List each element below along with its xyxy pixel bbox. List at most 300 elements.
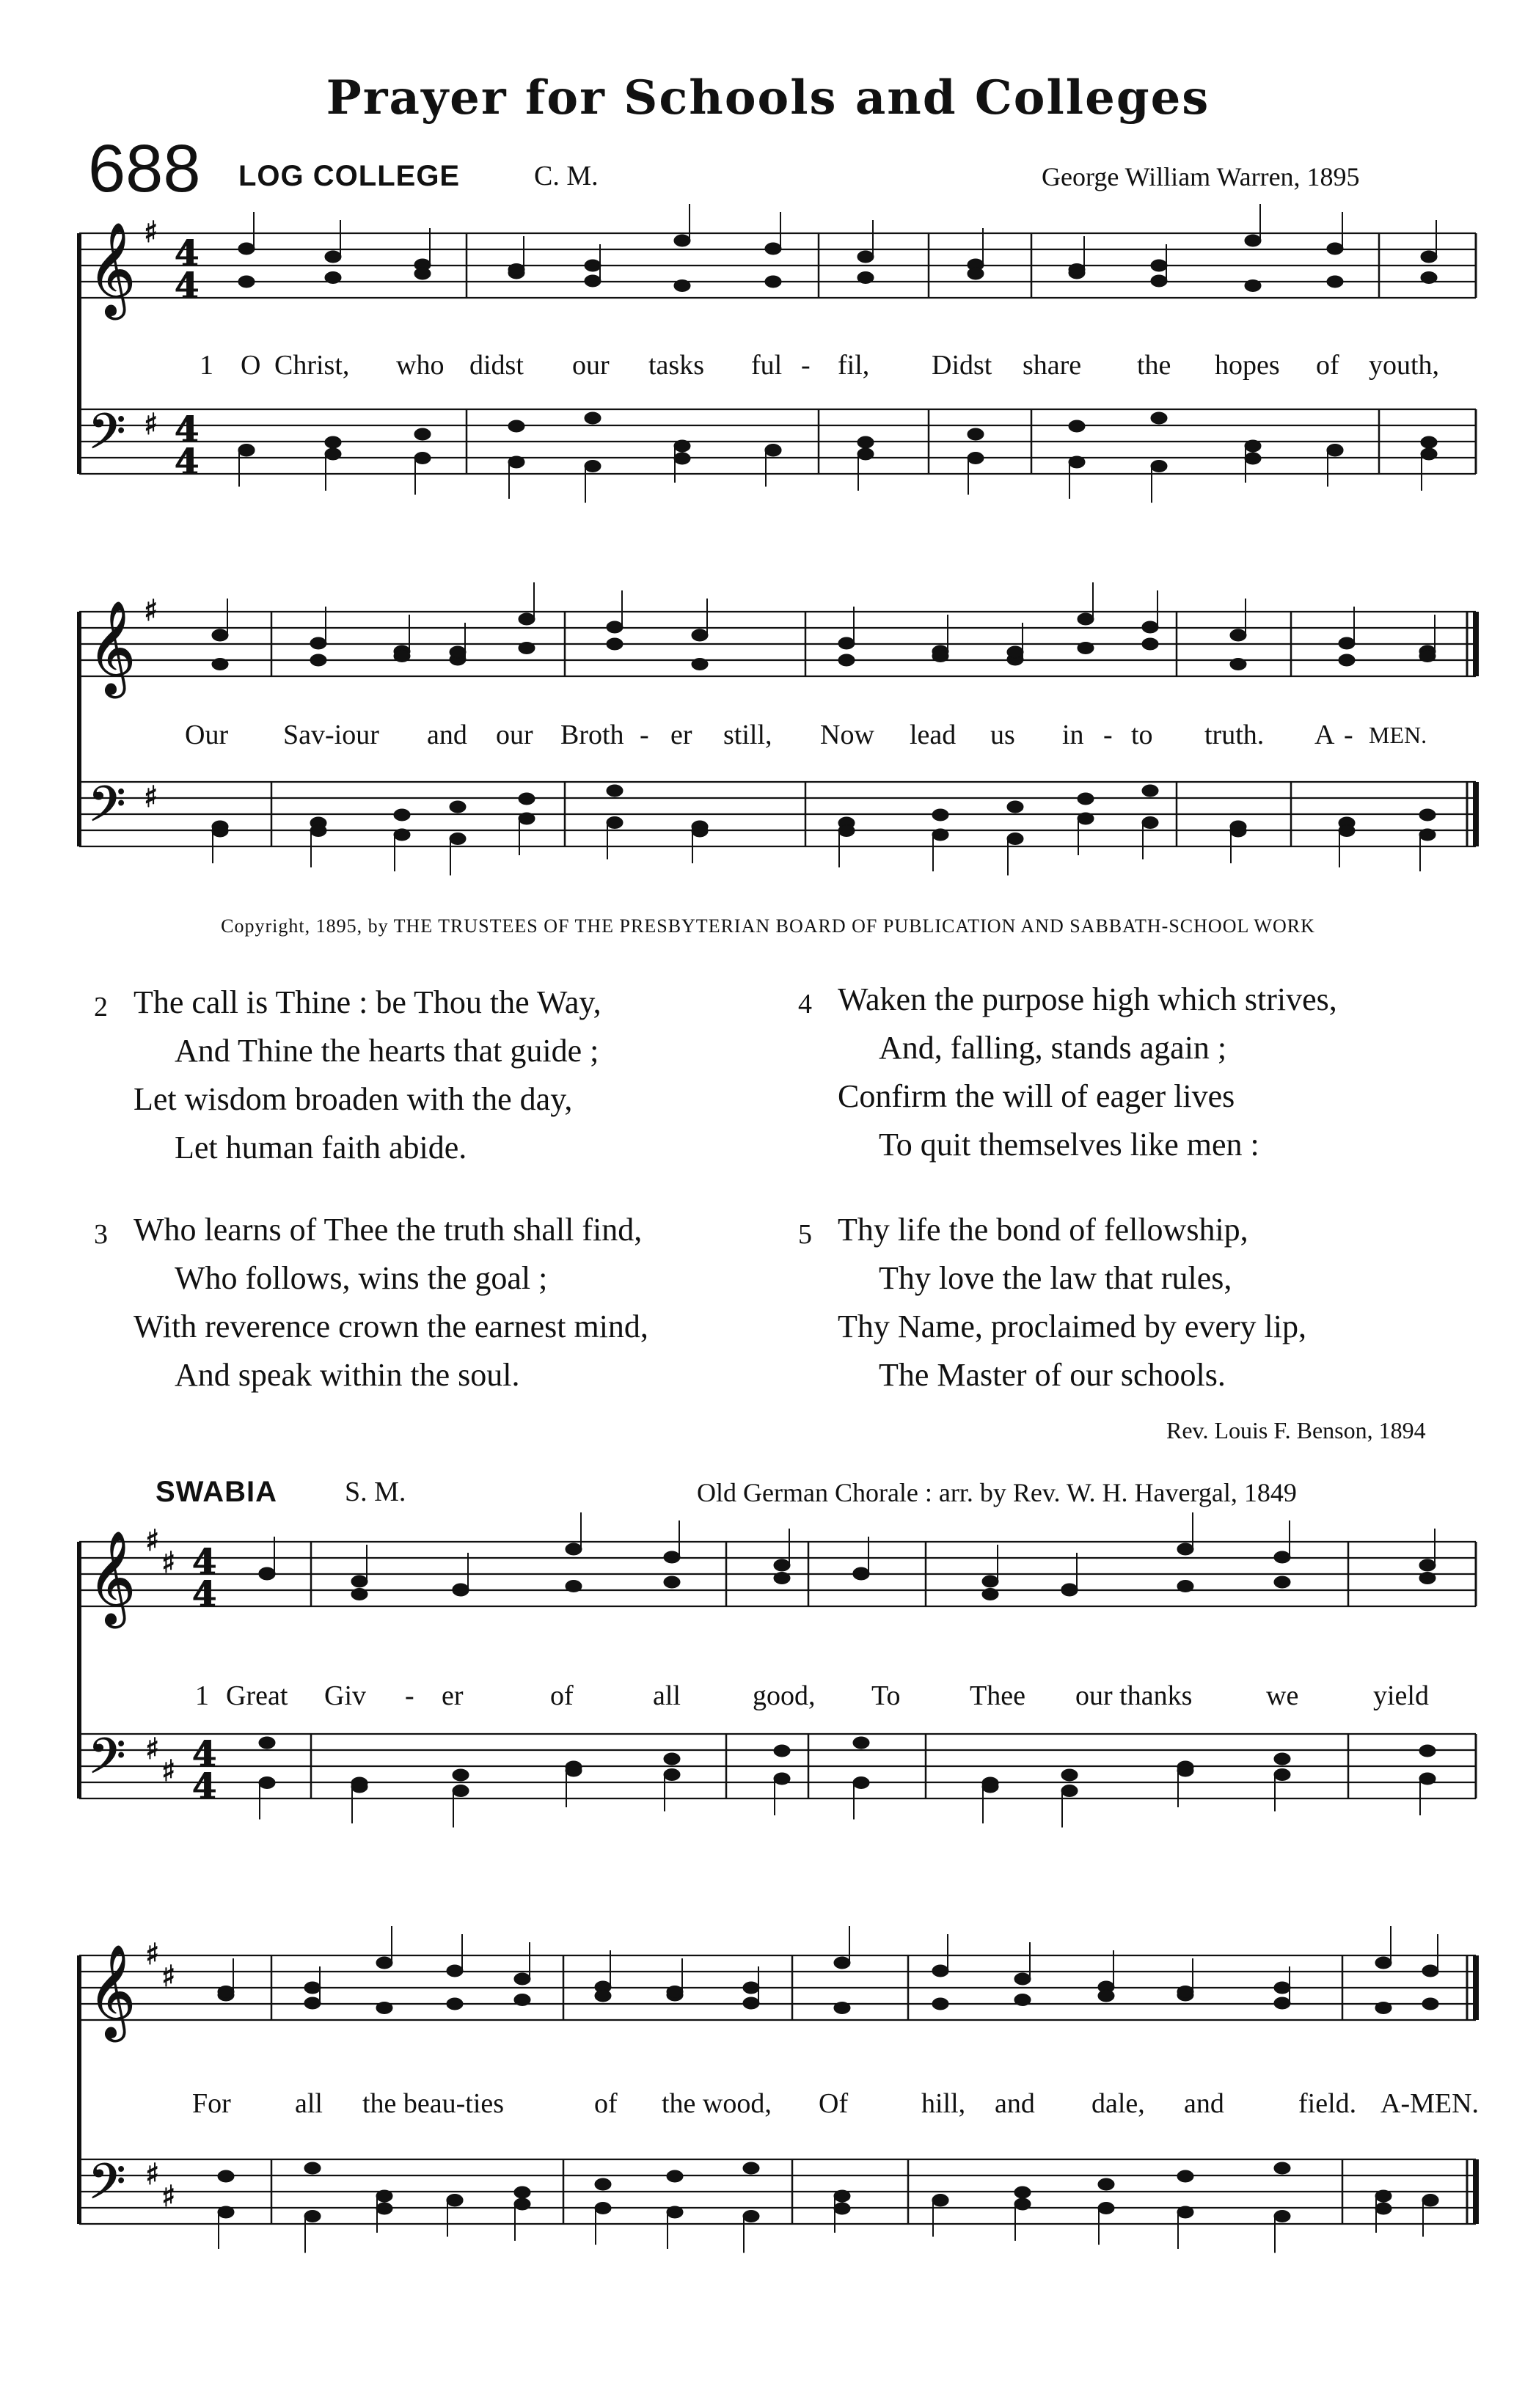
syllable: the wood,: [662, 2088, 772, 2119]
note-head: [692, 629, 708, 641]
note-head: [1421, 436, 1437, 448]
syllable: who: [396, 350, 445, 381]
note-head: [310, 825, 326, 837]
note-head: [982, 1589, 998, 1600]
note-head: [1375, 2002, 1391, 2014]
note-head: [310, 637, 326, 649]
note-head: [514, 2186, 530, 2198]
note-head: [774, 1559, 790, 1571]
note-head: [1151, 412, 1167, 424]
syllable: truth.: [1204, 720, 1265, 750]
stanza-line: Who follows, wins the goal ;: [175, 1260, 548, 1296]
stanza-line: Waken the purpose high which strives,: [838, 981, 1337, 1017]
note-head: [982, 1576, 998, 1587]
note-head: [932, 651, 948, 662]
stanza-number: 2: [94, 992, 108, 1022]
treble-staff: [79, 233, 1476, 298]
note-head: [853, 1568, 869, 1580]
note-head: [1069, 420, 1085, 432]
note-head: [664, 1551, 680, 1563]
note-head: [853, 1737, 869, 1749]
note-head: [853, 1777, 869, 1789]
note-head: [304, 1982, 321, 1994]
page-title: Prayer for Schools and Colleges: [326, 70, 1210, 125]
note-head: [325, 448, 341, 460]
note-head: [1142, 638, 1158, 650]
note-head: [1014, 2186, 1031, 2198]
note-head: [453, 1785, 469, 1797]
stanza-line: And, falling, stands again ;: [879, 1030, 1227, 1066]
note-head: [834, 2203, 850, 2214]
note-head: [450, 833, 466, 845]
syllable: Our: [185, 720, 229, 750]
note-head: [566, 1543, 582, 1555]
tune-meter-swabia: S. M.: [345, 1476, 406, 1507]
time-signature: 4: [192, 1574, 217, 1615]
hymn-number: 688: [88, 131, 201, 206]
syllable: youth,: [1369, 350, 1440, 381]
note-head: [664, 1753, 680, 1765]
syllable: our thanks: [1075, 1680, 1193, 1711]
stanza-line: And speak within the soul.: [175, 1357, 520, 1393]
note-head: [212, 629, 228, 641]
time-signature: 4: [175, 409, 200, 450]
sharp-icon: ♯: [161, 1960, 176, 1994]
syllable: yield: [1373, 1680, 1429, 1711]
sharp-icon: ♯: [145, 1938, 160, 1972]
note-head: [585, 260, 601, 271]
syllable: our: [496, 720, 533, 750]
note-head: [394, 809, 410, 821]
note-head: [519, 643, 535, 654]
note-head: [1151, 260, 1167, 271]
syllable: tasks: [648, 350, 704, 381]
syllable: -: [1103, 720, 1113, 750]
sharp-icon: ♯: [161, 1754, 176, 1788]
note-head: [325, 436, 341, 448]
syllable: us: [990, 720, 1015, 750]
note-head: [259, 1777, 275, 1789]
syllable: O: [241, 350, 261, 381]
note-head: [932, 2195, 948, 2206]
note-head: [1422, 1998, 1438, 2010]
bass-clef-icon: 𝄢: [88, 403, 126, 472]
note-head: [259, 1737, 275, 1749]
note-head: [519, 613, 535, 625]
syllable: we: [1266, 1680, 1299, 1711]
note-head: [394, 829, 410, 841]
note-head: [1069, 456, 1085, 468]
syllable: -: [640, 720, 649, 750]
composer-swabia: Old German Chorale : arr. by Rev. W. H. Havergal, 1849: [697, 1478, 1297, 1507]
note-head: [595, 1990, 611, 2002]
note-head: [1419, 1559, 1436, 1571]
note-head: [414, 428, 431, 440]
note-head: [1061, 1769, 1078, 1781]
syllable: Thee: [970, 1680, 1025, 1711]
note-head: [595, 2203, 611, 2214]
note-head: [1339, 825, 1355, 837]
syllable: Sav-iour: [283, 720, 379, 750]
note-head: [1327, 243, 1343, 255]
note-head: [1177, 2170, 1193, 2182]
note-head: [1230, 659, 1246, 670]
note-head: [585, 412, 601, 424]
note-head: [1419, 651, 1436, 662]
syllable: and: [995, 2088, 1035, 2119]
note-head: [259, 1568, 275, 1580]
note-head: [982, 1781, 998, 1793]
note-head: [1274, 2162, 1290, 2174]
note-head: [1098, 2203, 1114, 2214]
note-head: [519, 813, 535, 824]
syllable: A: [1314, 720, 1335, 750]
bass-staff: [79, 409, 1476, 474]
note-head: [453, 1769, 469, 1781]
note-head: [238, 444, 255, 456]
note-head: [743, 1982, 759, 1994]
note-head: [674, 235, 690, 246]
note-head: [450, 801, 466, 813]
note-head: [667, 1986, 683, 1998]
bass-clef-icon: 𝄢: [88, 1728, 126, 1796]
note-head: [1151, 461, 1167, 472]
note-head: [1245, 440, 1261, 452]
note-head: [857, 436, 874, 448]
note-head: [304, 2162, 321, 2174]
note-head: [932, 809, 948, 821]
note-head: [514, 1973, 530, 1985]
syllable: our: [572, 350, 610, 381]
note-head: [838, 654, 855, 666]
stanza-line: Let human faith abide.: [175, 1130, 467, 1165]
note-head: [765, 276, 781, 288]
note-head: [1061, 1785, 1078, 1797]
syllable: dale,: [1091, 2088, 1145, 2119]
stanza-line: Confirm the will of eager lives: [838, 1078, 1235, 1114]
tune-name-log-college: LOG COLLEGE: [238, 160, 461, 192]
note-head: [1274, 1982, 1290, 1994]
note-head: [212, 659, 228, 670]
note-head: [508, 456, 524, 468]
note-head: [857, 272, 874, 284]
syllable: all: [653, 1680, 681, 1711]
sharp-icon: ♯: [145, 2158, 160, 2192]
note-head: [932, 1998, 948, 2010]
note-head: [1419, 809, 1436, 821]
note-head: [1007, 646, 1023, 658]
note-head: [238, 243, 255, 255]
bass-clef-icon: 𝄢: [88, 2153, 126, 2222]
note-head: [585, 275, 601, 287]
note-head: [1245, 235, 1261, 246]
note-head: [968, 268, 984, 279]
syllable: 1: [200, 350, 213, 381]
syllable: lead: [910, 720, 957, 750]
note-head: [376, 2002, 392, 2014]
stanza-line: And Thine the hearts that guide ;: [175, 1033, 599, 1069]
syllable: A-MEN.: [1380, 2088, 1480, 2119]
note-head: [447, 2195, 463, 2206]
note-head: [325, 272, 341, 284]
note-head: [218, 2206, 234, 2218]
note-head: [1339, 654, 1355, 666]
syllable: good,: [753, 1680, 816, 1711]
note-head: [414, 268, 431, 279]
note-head: [664, 1769, 680, 1781]
syllable: hopes: [1215, 350, 1280, 381]
sharp-icon: ♯: [145, 1732, 160, 1766]
syllable: Didst: [932, 350, 992, 381]
syllable: all: [295, 2088, 323, 2119]
note-head: [1274, 1769, 1290, 1781]
note-head: [667, 2206, 683, 2218]
syllable: and: [427, 720, 467, 750]
syllable: Now: [820, 720, 874, 750]
syllable: hill,: [921, 2088, 966, 2119]
note-head: [514, 1994, 530, 2006]
note-head: [1419, 1573, 1436, 1584]
note-head: [765, 243, 781, 255]
note-head: [838, 637, 855, 649]
syllable: and: [1184, 2088, 1224, 2119]
note-head: [1007, 833, 1023, 845]
note-head: [1422, 1965, 1438, 1977]
note-head: [834, 2002, 850, 2014]
note-head: [351, 1781, 367, 1793]
time-signature: 4: [192, 1542, 217, 1583]
note-head: [1421, 448, 1437, 460]
stanza-number: 5: [798, 1219, 812, 1250]
note-head: [566, 1765, 582, 1776]
stanza-number: 4: [798, 989, 812, 1020]
note-head: [1098, 1990, 1114, 2002]
note-head: [774, 1773, 790, 1785]
syllable: share: [1023, 350, 1082, 381]
syllable: Of: [819, 2088, 849, 2119]
note-head: [834, 2190, 850, 2202]
time-signature: 4: [192, 1766, 217, 1807]
note-head: [968, 428, 984, 440]
note-head: [674, 440, 690, 452]
note-head: [394, 651, 410, 662]
treble-clef-icon: 𝄞: [88, 1530, 136, 1624]
note-head: [1375, 1957, 1391, 1969]
syllable: Great: [226, 1680, 288, 1711]
sharp-icon: ♯: [144, 780, 158, 814]
syllable: er: [442, 1680, 464, 1711]
note-head: [1245, 453, 1261, 464]
bass-staff: [79, 782, 1476, 846]
note-head: [774, 1573, 790, 1584]
sharp-icon: ♯: [161, 1546, 176, 1580]
bass-staff: [79, 1734, 1476, 1798]
note-head: [585, 461, 601, 472]
note-head: [1230, 629, 1246, 641]
tune-meter-log-college: C. M.: [534, 161, 599, 191]
note-head: [1327, 276, 1343, 288]
note-head: [743, 1997, 759, 2009]
syllable: 1: [195, 1680, 209, 1711]
note-head: [607, 785, 623, 797]
stanza-4: [798, 976, 1502, 1169]
syllable: of: [594, 2088, 618, 2119]
note-head: [667, 2170, 683, 2182]
note-head: [1245, 280, 1261, 292]
note-head: [743, 2162, 759, 2174]
note-head: [674, 453, 690, 464]
sharp-icon: ♯: [161, 2180, 176, 2214]
stanza-line: The Master of our schools.: [879, 1357, 1226, 1393]
note-head: [508, 264, 524, 276]
stanza-line: The call is Thine : be Thou the Way,: [134, 984, 601, 1020]
syllable: MEN.: [1369, 722, 1427, 748]
note-head: [351, 1589, 367, 1600]
syllable: fil,: [838, 350, 870, 381]
note-head: [450, 646, 466, 658]
note-head: [774, 1745, 790, 1757]
note-head: [310, 654, 326, 666]
note-head: [607, 621, 623, 633]
note-head: [765, 444, 781, 456]
note-head: [1142, 621, 1158, 633]
stanza-line: To quit themselves like men :: [879, 1127, 1259, 1163]
syllable: er: [670, 720, 692, 750]
note-head: [1142, 817, 1158, 829]
note-head: [932, 1965, 948, 1977]
note-head: [968, 453, 984, 464]
note-head: [218, 2170, 234, 2182]
time-signature: 4: [192, 1734, 217, 1775]
note-head: [1177, 1581, 1193, 1592]
note-head: [692, 821, 708, 832]
note-head: [1339, 637, 1355, 649]
stanza-line: With reverence crown the earnest mind,: [134, 1309, 648, 1344]
hymn-author: Rev. Louis F. Benson, 1894: [1166, 1417, 1426, 1443]
time-signature: 4: [175, 233, 200, 274]
note-head: [1061, 1584, 1078, 1596]
syllable: in: [1062, 720, 1084, 750]
stanza-5: [798, 1206, 1502, 1399]
note-head: [1375, 2190, 1391, 2202]
treble-clef-icon: 𝄞: [88, 1944, 136, 2038]
syllable: to: [1131, 720, 1153, 750]
note-head: [1419, 829, 1436, 841]
note-head: [1375, 2203, 1391, 2214]
note-head: [838, 825, 855, 837]
note-head: [607, 817, 623, 829]
stanza-line: Thy love the law that rules,: [879, 1260, 1232, 1296]
syllable: -: [405, 1680, 414, 1711]
note-head: [1078, 613, 1094, 625]
note-head: [304, 1997, 321, 2009]
treble-clef-icon: 𝄞: [88, 600, 136, 694]
note-head: [1419, 1745, 1436, 1757]
note-head: [857, 448, 874, 460]
note-head: [932, 829, 948, 841]
note-head: [743, 2211, 759, 2222]
note-head: [1078, 643, 1094, 654]
bass-clef-icon: 𝄢: [88, 776, 126, 844]
note-head: [1274, 1997, 1290, 2009]
note-head: [376, 2203, 392, 2214]
note-head: [566, 1581, 582, 1592]
syllable: To: [871, 1680, 901, 1711]
syllable: ful: [751, 350, 783, 381]
note-head: [218, 1986, 234, 1998]
syllable: the: [1137, 350, 1171, 381]
tune-name-swabia: SWABIA: [156, 1476, 277, 1508]
sharp-icon: ♯: [145, 1524, 160, 1558]
sharp-icon: ♯: [144, 408, 158, 442]
note-head: [238, 276, 255, 288]
note-head: [1274, 1551, 1290, 1563]
syllable: -: [801, 350, 811, 381]
note-head: [519, 793, 535, 805]
stanza-line: Thy life the bond of fellowship,: [838, 1212, 1248, 1248]
note-head: [1274, 1576, 1290, 1588]
stanza-3: [94, 1206, 798, 1399]
note-head: [1069, 264, 1085, 276]
note-head: [1327, 444, 1343, 456]
note-head: [1098, 2178, 1114, 2190]
note-head: [1421, 272, 1437, 284]
note-head: [304, 2211, 321, 2222]
syllable: didst: [469, 350, 524, 381]
syllable: For: [192, 2088, 231, 2119]
stanza-line: Thy Name, proclaimed by every lip,: [838, 1309, 1307, 1344]
note-head: [607, 638, 623, 650]
note-head: [1177, 2206, 1193, 2218]
note-head: [1014, 2198, 1031, 2210]
note-head: [1078, 793, 1094, 805]
note-head: [1151, 275, 1167, 287]
note-head: [414, 453, 431, 464]
note-head: [1078, 813, 1094, 824]
note-head: [664, 1576, 680, 1588]
syllable: Giv: [324, 1680, 366, 1711]
note-head: [595, 2178, 611, 2190]
syllable: Christ,: [274, 350, 350, 381]
bass-staff: [79, 2159, 1476, 2224]
note-head: [1007, 801, 1023, 813]
composer-log-college: George William Warren, 1895: [1042, 162, 1360, 191]
note-head: [1274, 1753, 1290, 1765]
note-head: [1014, 1994, 1031, 2006]
note-head: [857, 251, 874, 263]
note-head: [376, 2190, 392, 2202]
time-signature: 4: [175, 266, 200, 307]
note-head: [447, 1965, 463, 1977]
note-head: [325, 251, 341, 263]
note-head: [1177, 1765, 1193, 1776]
note-head: [834, 1957, 850, 1969]
syllable: -: [1344, 720, 1353, 750]
syllable: the beau-ties: [362, 2088, 505, 2119]
note-head: [1421, 251, 1437, 263]
note-head: [1177, 1543, 1193, 1555]
note-head: [1419, 1773, 1436, 1785]
treble-clef-icon: 𝄞: [88, 222, 136, 315]
treble-staff: [79, 1955, 1476, 2020]
note-head: [1014, 1973, 1031, 1985]
stanza-2: [94, 978, 783, 1172]
time-signature: 4: [175, 442, 200, 483]
note-head: [351, 1576, 367, 1587]
note-head: [692, 659, 708, 670]
sharp-icon: ♯: [144, 594, 158, 628]
note-head: [1230, 821, 1246, 832]
